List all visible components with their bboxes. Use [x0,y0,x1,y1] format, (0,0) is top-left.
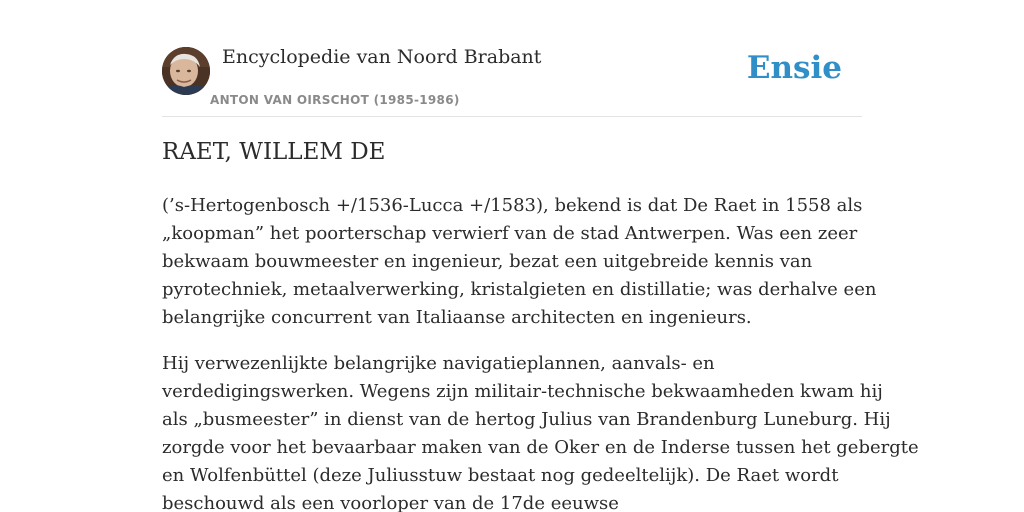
author-portrait-icon [162,47,210,95]
article-container [162,0,919,512]
text-line: Hij verwezenlijkte belangrijke navigatieplannen, aanvals- en [162,353,715,374]
article-header [162,0,862,117]
text-line: als „busmeester” in dienst van de hertog Julius van Brandenburg Luneburg. Hij [162,409,891,430]
text-line: pyrotechniek, metaalverwerking, kristalgieten en distillatie; was derhalve een [162,279,877,300]
source-title[interactable]: Encyclopedie van Noord Brabant [222,46,542,68]
brand-logo[interactable]: Ensie [746,50,842,86]
text-line: verdedigingswerken. Wegens zijn militair-technische bekwaamheden kwam hij [162,381,883,402]
paragraph [162,350,919,512]
text-line: bekwaam bouwmeester en ingenieur, bezat een uitgebreide kennis van [162,251,813,272]
text-line: beschouwd als een voorloper van de 17de eeuwse [162,493,619,512]
text-line: „koopman” het poorterschap verwierf van de stad Antwerpen. Was een zeer [162,223,858,244]
text-line: en Wolfenbüttel (deze Juliusstuw bestaat nog gedeeltelijk). De Raet wordt [162,465,839,486]
text-line: zorgde voor het bevaarbaar maken van de Oker en de Inderse tussen het gebergte [162,437,919,458]
text-line: (’s-Hertogenbosch +/1536-Lucca +/1583), bekend is dat De Raet in 1558 als [162,195,863,216]
entry-title: RAET, WILLEM DE [162,139,386,165]
author-name[interactable]: ANTON VAN OIRSCHOT (1985-1986) [210,93,460,107]
author-avatar[interactable] [162,47,210,95]
entry-body [162,192,919,512]
text-line: belangrijke concurrent van Italiaanse architecten en ingenieurs. [162,307,752,328]
paragraph [162,192,877,332]
